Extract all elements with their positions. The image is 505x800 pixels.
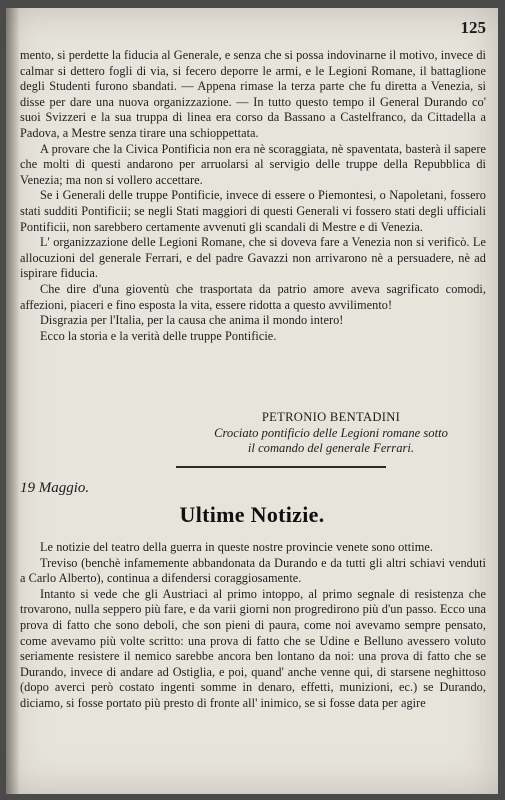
paragraph: Le notizie del teatro della guerra in queste nostre provincie venete sono ottime. [40,540,433,554]
signature-title-line-1: Crociato pontificio delle Legioni romane sotto [214,425,448,440]
paragraph: Se i Generali delle truppe Pontificie, invece di essere o Piemontesi, o Napoletani, fossero stati sudditi Pontificii; se negli Stati maggiori di questi Generali vi fossero stati degli ufficiali Pontificii, non sarebbero certamente avvenuti gli scandali di Mestre e di Venezia. [20,188,486,234]
signature-name: PETRONIO BENTADINI [261,410,401,424]
signature-title-line-2: il comando del generale Ferrari. [247,441,415,455]
paragraph: Che dire d'una gioventù che trasportata da patrio amore aveva sagrificato comodi, affezioni, piaceri e fino esposta la vita, essere ridotta a questo avvilimento! [20,281,486,312]
signature-block [6,410,486,457]
page-spine-shadow [6,8,20,794]
paragraph: Ecco la storia e la verità delle truppe Pontificie. [40,328,277,343]
paragraph: mento, si perdette la fiducia al Generale, e senza che si possa indovinarne il motivo, invece di calmar si dettero fogli di via, si fecero deporre le armi, e le Legioni Romane, il battaglione degli Studenti furono sbandati. — Appena rimase la terza parte che fu diretta a Venezia, si disse per dare una nuova organizzazione. — In tutto questo tempo il General Durando co' suoi Svizzeri e la sua truppa di linea era corso da Bassano a Castelfranco, da Cittadella a Padova, a Mestre senza tirare una schioppettata. [20,48,486,140]
section-date: 19 Maggio. [20,480,90,496]
paragraph: A provare che la Civica Pontificia non era nè scoraggiata, nè spaventata, basterà il sapere che molti di questi andarono per arruolarsi al servigio delle truppe della Repubblica di Venezia; ma non si vollero accettare. [20,141,486,187]
section-divider [176,466,386,468]
top-text-block [20,48,486,344]
paragraph: Treviso (benchè infamemente abbandonata da Durando e da tutti gli altri schiavi venduti a Carlo Alberto), continua a difendersi coraggiosamente. [20,555,486,586]
paragraph: Disgrazia per l'Italia, per la causa che anima il mondo intero! [40,313,344,328]
paragraph: Intanto si vede che gli Austriaci al primo intoppo, al primo segnale di resistenza che trovarono, nulla seppero più fare, e da varii giorni non progredirono più d'un passo. Ecco una prova di fatto che sono deboli, che son pieni di paura, come noi avevamo sempre pensato, come avevamo più volte scritto: una prova di fatto che se Udine e Belluno avessero voluto seriamente resistere il nemico sarebbe ancora ben lontano da noi: una prova di fatto che se Durando, invece di andare ad Ostiglia, e poi, quand' anche venne qui, di starsene neghittoso (dopo averci però costato ingenti somme in denaro, effetti, munizioni, ec.) se Durando, diciamo, si fosse portato più presto di fronte all' inimico, se si fosse data per agire [20,586,486,710]
page-number: 125 [460,18,486,37]
section-title: Ultime Notizie. [179,502,325,527]
bottom-text-block [20,540,486,712]
document-page [6,8,498,794]
paragraph: L' organizzazione delle Legioni Romane, che si doveva fare a Venezia non si verificò. Le allocuzioni del generale Ferrari, e del padre Gavazzi non arrivarono nè a persuadere, nè ad ispirare fiducia. [20,235,486,281]
